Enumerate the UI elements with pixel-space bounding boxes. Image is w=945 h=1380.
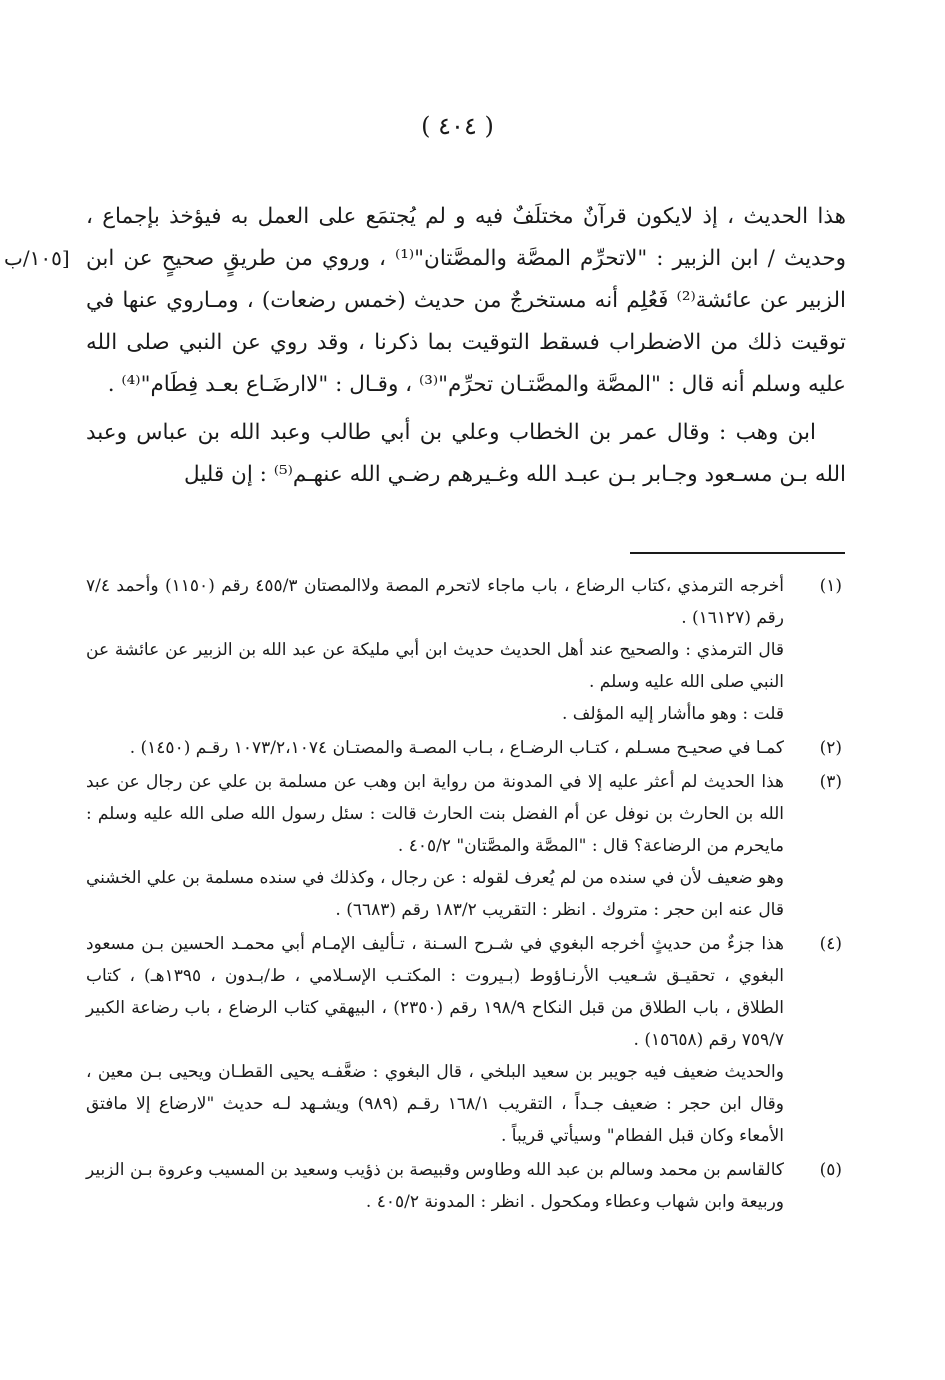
footnote <box>86 570 846 730</box>
footnote-body <box>86 570 784 730</box>
footnote-body <box>86 766 784 926</box>
footnote <box>86 928 846 1152</box>
footnote-line: قلت : وهو ماأشار إليه المؤلف . <box>561 704 784 724</box>
footnote-number: (٣) <box>819 772 842 792</box>
footnote-body <box>86 928 784 1152</box>
footnote-body <box>86 732 784 764</box>
footnote-number: (٢) <box>819 738 842 758</box>
main-paragraph-2: ابن وهب : وقال عمر بن الخطاب وعلي بن أبي طالب وعبد الله بن عباس وعبد الله بـن مسـعود وجـابر بـن عبـد الله وغـيرهم رضـي الله عنهـم⁽⁵⁾ : إن قليل <box>86 420 846 487</box>
footnote-number: (٤) <box>819 934 842 954</box>
footnote <box>86 766 846 926</box>
footnote <box>86 732 846 764</box>
footnotes <box>86 570 846 1220</box>
main-text <box>86 196 846 496</box>
footnote-body <box>86 1154 784 1218</box>
footnote-number: (١) <box>819 576 842 596</box>
footnote-line: كالقاسم بن محمد وسالم بن عبد الله وطاوس وقبيصة بن ذؤيب وسعيد بن المسيب وعروة بـن الزبير وربيعة وابن شهاب وعطاء ومكحول . انظر : المدونة ٤٠٥/٢ . <box>86 1160 784 1212</box>
main-paragraph-1: هذا الحديث ، إذ لايكون قرآنٌ مختلَفٌ فيه و لم يُجتمَع على العمل به فيؤخذ بإجماع ، وحديث / ابن الزبير : "لاتحرِّم المصَّة والمصَّتان"⁽¹⁾ ، وروي من طريقٍ صحيحٍ عن ابن الزبير عن عائشة⁽²⁾ فَعُلِم أنه مستخرجٌ من حديث (خمس رضعات) ، ومـاروي عنها في توقيت ذلك من الاضطراب فسقط التوقيت بما ذكرنا ، وقد روي عن النبي صلى الله عليه وسلم أنه قال : "المصَّة والمصَّتـان تحرِّم"⁽³⁾ ، وقـال : "لاارضَـاع بعـد فِطَام"⁽⁴⁾ . <box>86 204 847 397</box>
footnote <box>86 1154 846 1218</box>
footnote-line: قال الترمذي : والصحيح عند أهل الحديث حديث ابن أبي مليكة عن عبد الله بن الزبير عن عائشة عن النبي صلى الله عليه وسلم . <box>86 640 784 692</box>
footnote-line: أخرجه الترمذي ،كتاب الرضاع ، باب ماجاء لاتحرم المصة ولاالمصتان ٤٥٥/٣ رقم (١١٥٠) وأحمد ٧/٤ رقم (١٦١٢٧) . <box>86 576 785 628</box>
footnote-line: وهو ضعيف لأن في سنده من لم يُعرف لقوله : عن رجال ، وكذلك في سنده مسلمة بن علي الخشني قال عنه ابن حجر : متروك . انظر : التقريب ١٨٣/٢ رقم (٦٦٨٣) . <box>86 868 784 920</box>
footnote-number: (٥) <box>819 1160 842 1180</box>
margin-folio-note: [١٠٥/ب <box>4 246 70 270</box>
footnote-line: هذا الحديث لم أعثر عليه إلا في المدونة من رواية ابن وهب عن مسلمة بن علي عن رجال عن عبد الله بن الحارث بن نوفل عن أم الفضل بنت الحارث قالت : سئل رسول الله صلى الله عليه وسلم : مايحرم من الرضاعة؟ قال : "المصَّة والمصَّتان" ٤٠٥/٢ . <box>86 772 784 856</box>
page-number: ( ٤٠٤ ) <box>421 112 494 140</box>
footnote-line: والحديث ضعيف فيه جويبر بن سعيد البلخي ، قال البغوي : ضعَّفـه يحيى القطـان ويحيى بـن معين ، وقال ابن حجر : ضعيف جـداً ، التقريب ١٦٨/١ رقـم (٩٨٩) ويشـهد لـه حديث "لارضاع إلا مافتق الأمعاء وكان قبل الفطام" وسيأتي قريباً . <box>86 1062 784 1146</box>
footnote-separator <box>630 552 845 554</box>
footnote-line: كمـا في صحيـح مسـلم ، كتـاب الرضـاع ، بـاب المصـة والمصتـان ١٠٧٣/٢،١٠٧٤ رقـم (١٤٥٠) . <box>129 738 784 758</box>
footnote-line: هذا جزءٌ من حديثٍ أخرجه البغوي في شـرح السـنة ، تـأليف الإمـام أبي محمـد الحسين بـن مسعود البغوي ، تحقيـق شـعيب الأرنـاؤوط (بـيروت : المكتـب الإسـلامي ، ط/بـدون ، ١٣٩٥هـ) ، كتاب الطلاق ، باب الطلاق من قبل النكاح ١٩٨/٩ رقم (٢٣٥٠) ، البيهقي كتاب الرضاع ، باب رضاعة الكبير ٧٥٩/٧ رقم (١٥٦٥٨) . <box>86 934 785 1050</box>
